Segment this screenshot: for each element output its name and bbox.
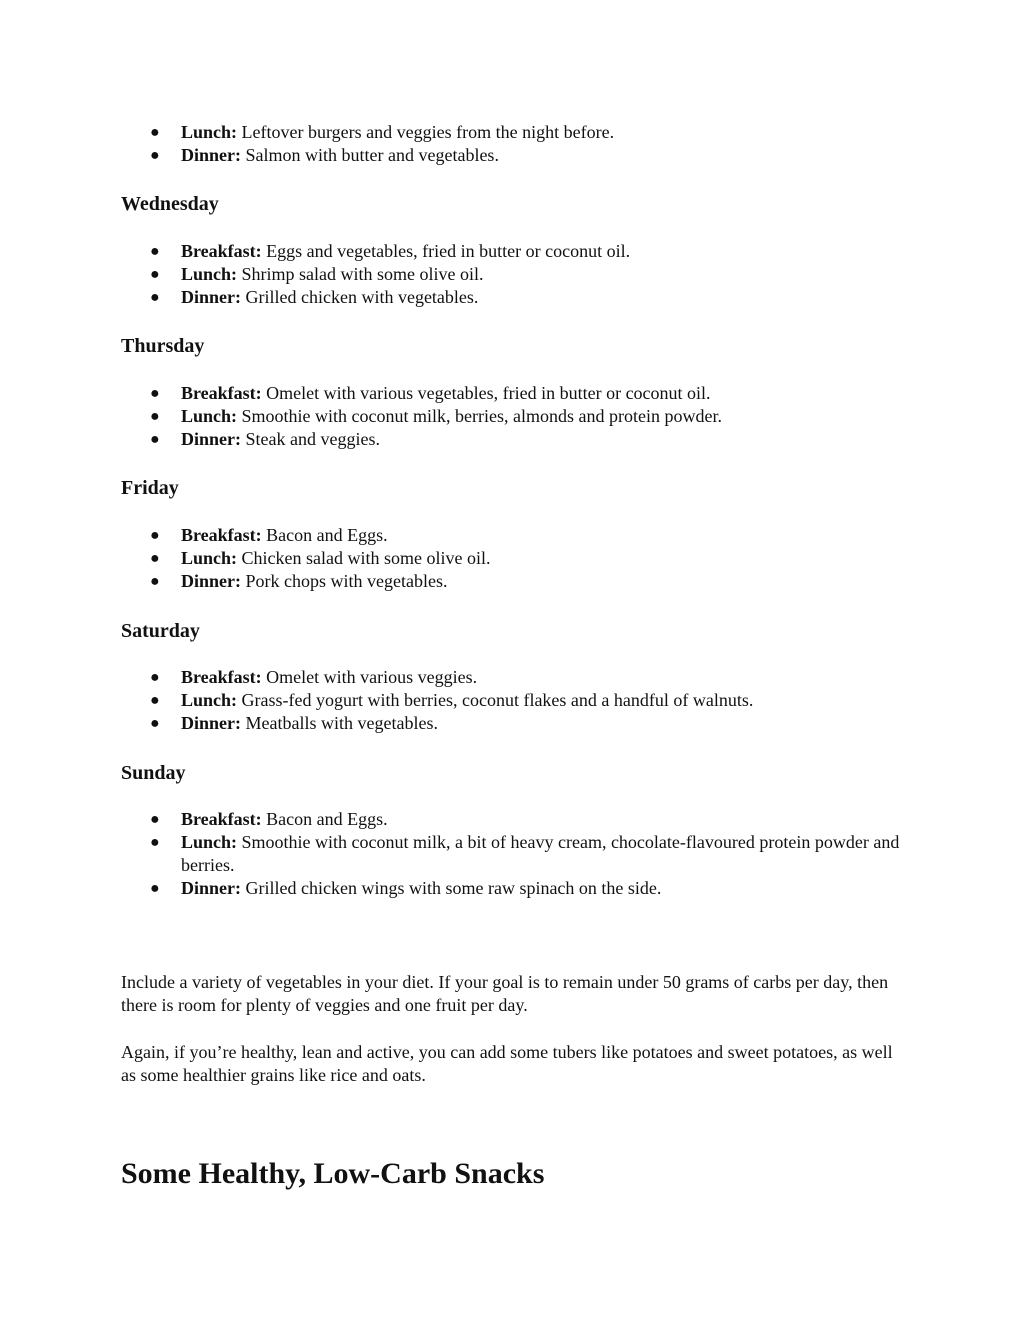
bullet-icon: ● <box>150 266 160 283</box>
meal-text: Pork chops with vegetables. <box>241 571 448 591</box>
meal-item-lunch <box>0 831 901 877</box>
bullet-icon: ● <box>150 147 160 164</box>
meal-text: Grilled chicken wings with some raw spinach on the side. <box>241 878 662 898</box>
bullet-icon: ● <box>150 550 160 567</box>
meal-label: Dinner: <box>181 429 241 449</box>
bullet-icon: ● <box>150 834 160 851</box>
meal-label: Lunch: <box>181 122 238 142</box>
day-heading-sunday: Sunday <box>121 762 186 784</box>
saturday-meal-list <box>0 666 901 735</box>
meal-label: Dinner: <box>181 713 241 733</box>
meal-item-breakfast <box>0 808 901 831</box>
meal-text: Meatballs with vegetables. <box>241 713 438 733</box>
meal-item-dinner <box>0 877 901 900</box>
wednesday-meal-list <box>0 240 901 309</box>
meal-label: Lunch: <box>181 548 238 568</box>
friday-meal-list <box>0 524 901 593</box>
meal-text: Shrimp salad with some olive oil. <box>237 264 484 284</box>
meal-text: Grilled chicken with vegetables. <box>241 287 479 307</box>
meal-item-dinner <box>0 570 901 593</box>
meal-label: Lunch: <box>181 832 238 852</box>
meal-text: Smoothie with coconut milk, a bit of heavy cream, chocolate-flavoured protein powder and berries. <box>181 832 900 875</box>
bullet-icon: ● <box>150 573 160 590</box>
meal-text: Grass-fed yogurt with berries, coconut flakes and a handful of walnuts. <box>237 690 754 710</box>
bullet-icon: ● <box>150 289 160 306</box>
meal-text: Omelet with various veggies. <box>261 667 478 687</box>
day-heading-saturday: Saturday <box>121 620 200 642</box>
day-heading-wednesday: Wednesday <box>121 193 219 215</box>
meal-label: Lunch: <box>181 406 238 426</box>
meal-label: Breakfast: <box>181 383 262 403</box>
meal-label: Dinner: <box>181 287 241 307</box>
meal-item-breakfast <box>0 240 901 263</box>
meal-label: Breakfast: <box>181 809 262 829</box>
sunday-meal-list <box>0 808 901 900</box>
day-heading-friday: Friday <box>121 477 179 499</box>
paragraph-vegetables: Include a variety of vegetables in your diet. If your goal is to remain under 50 grams of carbs per day, then there is room for plenty of veggies and one fruit per day. <box>121 972 889 1015</box>
meal-label: Lunch: <box>181 264 238 284</box>
meal-item-breakfast <box>0 382 901 405</box>
meal-item-dinner <box>0 428 901 451</box>
meal-label: Breakfast: <box>181 525 262 545</box>
meal-text: Salmon with butter and vegetables. <box>241 145 499 165</box>
meal-text: Bacon and Eggs. <box>261 809 388 829</box>
bullet-icon: ● <box>150 880 160 897</box>
meal-item-breakfast <box>0 666 901 689</box>
day-heading-thursday: Thursday <box>121 335 205 357</box>
meal-item-lunch <box>0 689 901 712</box>
paragraph-tubers: Again, if you’re healthy, lean and active, you can add some tubers like potatoes and sweet potatoes, as well as some healthier grains like rice and oats. <box>121 1042 893 1085</box>
meal-text: Steak and veggies. <box>241 429 380 449</box>
bullet-icon: ● <box>150 243 160 260</box>
bullet-icon: ● <box>150 408 160 425</box>
tuesday-meal-list <box>0 121 901 167</box>
meal-item-lunch <box>0 121 901 144</box>
meal-text: Bacon and Eggs. <box>261 525 388 545</box>
meal-label: Dinner: <box>181 571 241 591</box>
meal-text: Omelet with various vegetables, fried in butter or coconut oil. <box>261 383 711 403</box>
meal-item-lunch <box>0 405 901 428</box>
bullet-icon: ● <box>150 385 160 402</box>
meal-item-lunch <box>0 547 901 570</box>
section-title: Some Healthy, Low-Carb Snacks <box>121 1157 545 1190</box>
bullet-icon: ● <box>150 669 160 686</box>
bullet-icon: ● <box>150 124 160 141</box>
meal-text: Smoothie with coconut milk, berries, almonds and protein powder. <box>237 406 722 426</box>
meal-label: Breakfast: <box>181 241 262 261</box>
meal-label: Lunch: <box>181 690 238 710</box>
thursday-meal-list <box>0 382 901 451</box>
meal-item-lunch <box>0 263 901 286</box>
meal-item-dinner <box>0 144 901 167</box>
meal-text: Chicken salad with some olive oil. <box>237 548 491 568</box>
meal-item-dinner <box>0 286 901 309</box>
meal-item-dinner <box>0 712 901 735</box>
meal-text: Eggs and vegetables, fried in butter or coconut oil. <box>261 241 631 261</box>
meal-item-breakfast <box>0 524 901 547</box>
bullet-icon: ● <box>150 527 160 544</box>
meal-label: Breakfast: <box>181 667 262 687</box>
bullet-icon: ● <box>150 692 160 709</box>
meal-label: Dinner: <box>181 878 241 898</box>
bullet-icon: ● <box>150 811 160 828</box>
meal-text: Leftover burgers and veggies from the night before. <box>237 122 615 142</box>
bullet-icon: ● <box>150 431 160 448</box>
bullet-icon: ● <box>150 715 160 732</box>
meal-label: Dinner: <box>181 145 241 165</box>
